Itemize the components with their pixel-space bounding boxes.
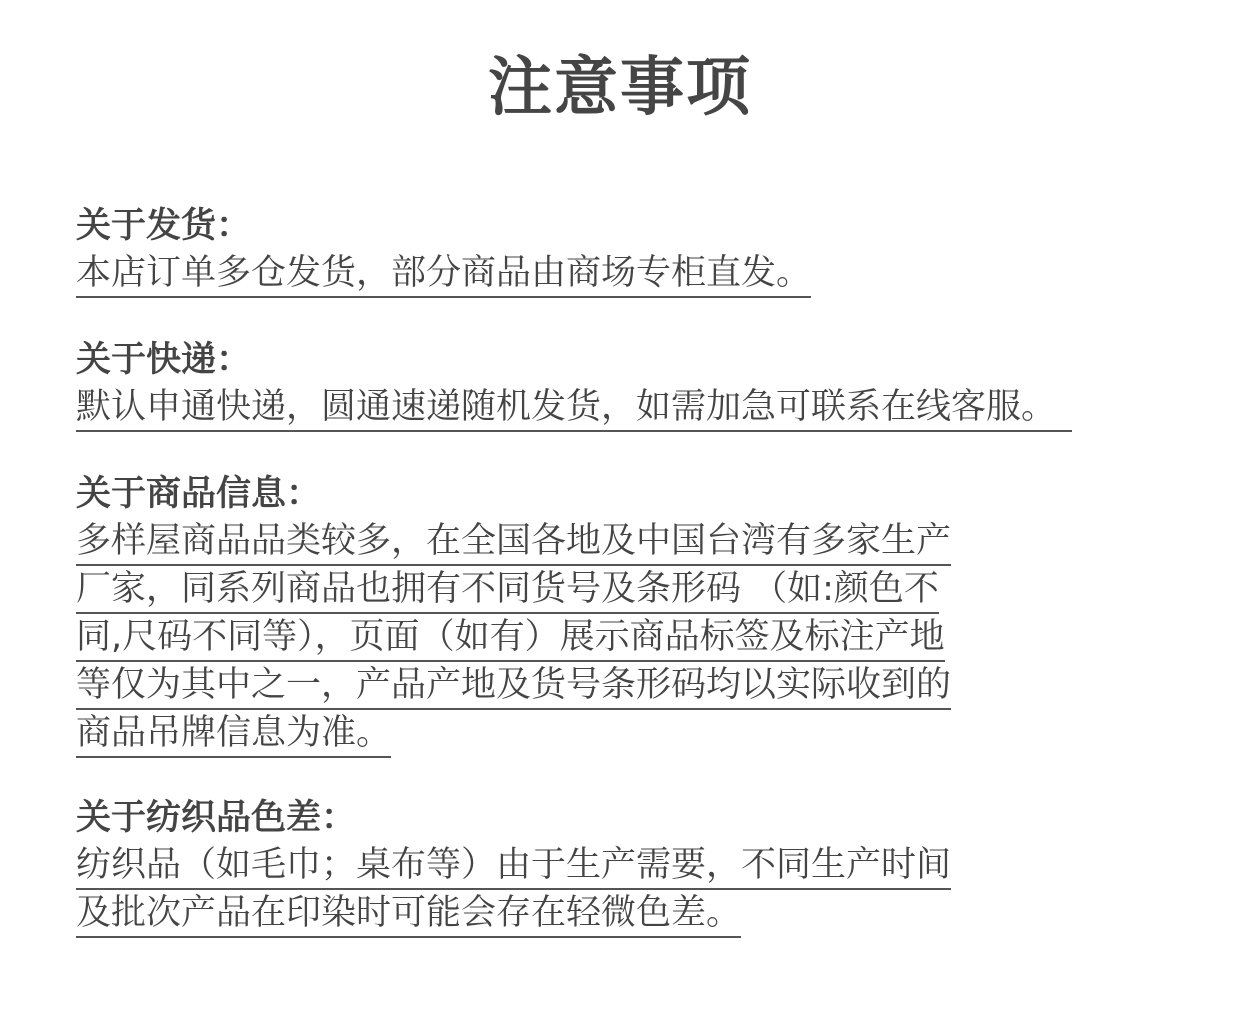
section-body	[76, 842, 1216, 938]
section-heading: 关于纺织品色差：	[76, 798, 357, 838]
section-heading: 关于商品信息：	[76, 474, 322, 514]
section-textile-color	[76, 794, 1216, 938]
section-body	[76, 384, 1216, 432]
body-line: 本店订单多仓发货，部分商品由商场专柜直发。	[76, 250, 811, 298]
body-line: 厂家，同系列商品也拥有不同货号及条形码 （如:颜色不	[76, 566, 939, 614]
page-title: 注意事项	[488, 51, 752, 125]
body-line: 商品吊牌信息为准。	[76, 710, 391, 758]
section-body	[76, 518, 1216, 758]
body-line: 同,尺码不同等），页面（如有）展示商品标签及标注产地	[76, 614, 945, 662]
body-line: 等仅为其中之一，产品产地及货号条形码均以实际收到的	[76, 662, 951, 710]
section-heading: 关于发货：	[76, 206, 252, 246]
section-express	[76, 336, 1216, 432]
body-line: 默认申通快递，圆通速递随机发货，如需加急可联系在线客服。	[76, 384, 1072, 432]
section-product-info	[76, 470, 1216, 758]
section-heading: 关于快递：	[76, 340, 252, 380]
section-body	[76, 250, 1216, 298]
body-line: 多样屋商品品类较多，在全国各地及中国台湾有多家生产	[76, 518, 951, 566]
section-shipping	[76, 202, 1216, 298]
body-line: 纺织品（如毛巾；桌布等）由于生产需要，不同生产时间	[76, 842, 951, 890]
body-line: 及批次产品在印染时可能会存在轻微色差。	[76, 890, 741, 938]
